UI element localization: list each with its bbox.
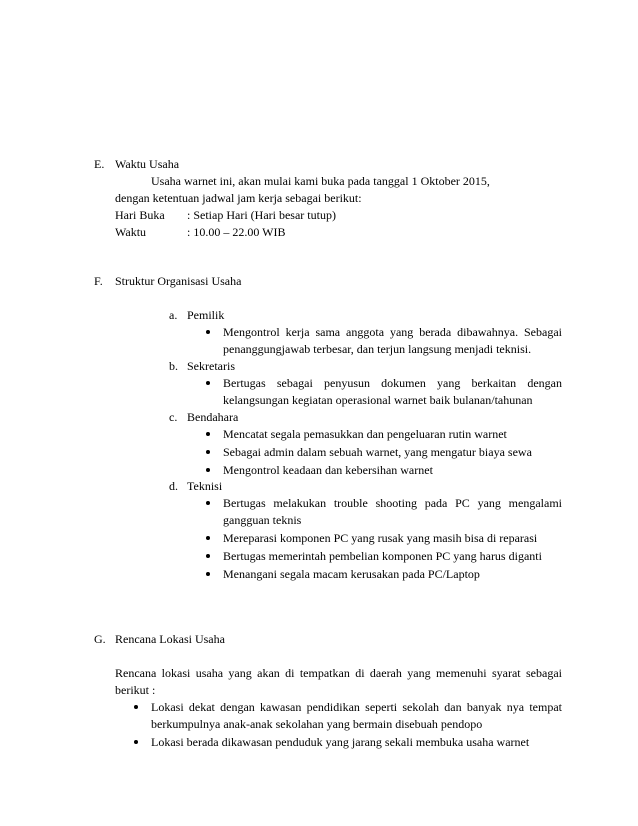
bullet-icon <box>206 468 210 472</box>
role-item-line: Bertugas melakukan trouble shooting pada PC yang mengalami <box>223 496 562 510</box>
bullet-icon <box>206 572 210 576</box>
section-f-letter: F. <box>94 274 103 288</box>
role-letter: c. <box>169 410 178 424</box>
role-item-line: Mengontrol keadaan dan kebersihan warnet <box>223 463 433 477</box>
role-letter: a. <box>169 308 178 322</box>
section-g-letter: G. <box>94 632 106 646</box>
role-item-line: Mencatat segala pemasukkan dan pengeluaran rutin warnet <box>223 427 507 441</box>
bullet-icon <box>206 501 210 505</box>
location-item-line: Lokasi berada dikawasan penduduk yang jarang sekali membuka usaha warnet <box>151 735 530 749</box>
role-title: Teknisi <box>187 479 223 493</box>
location-item-line: Lokasi dekat dengan kawasan pendidikan seperti sekolah dan banyak nya tempat <box>151 700 562 714</box>
role-item-line: Bertugas memerintah pembelian komponen PC yang harus diganti <box>223 549 542 563</box>
bullet-icon <box>206 554 210 558</box>
role-item-line: Bertugas sebagai penyusun dokumen yang berkaitan dengan <box>223 376 562 390</box>
bullet-icon <box>134 705 138 709</box>
section-g-intro-line: berikut : <box>115 683 156 697</box>
section-g-heading: Rencana Lokasi Usaha <box>115 632 225 646</box>
role-title: Pemilik <box>187 308 225 322</box>
role-title: Sekretaris <box>187 359 235 373</box>
bullet-icon <box>206 381 210 385</box>
role-item-line: gangguan teknis <box>223 513 302 527</box>
section-f-heading: Struktur Organisasi Usaha <box>115 274 242 288</box>
bullet-icon <box>206 330 210 334</box>
schedule-label: Waktu <box>115 225 147 239</box>
section-g-intro-line: Rencana lokasi usaha yang akan di tempatkan di daerah yang memenuhi syarat sebagai <box>115 666 562 680</box>
role-item-line: Mereparasi komponen PC yang rusak yang masih bisa di reparasi <box>223 531 538 545</box>
schedule-label: Hari Buka <box>115 208 165 222</box>
section-e-letter: E. <box>94 157 105 171</box>
section-e-paragraph-line: dengan ketentuan jadwal jam kerja sebagai berikut: <box>115 191 362 205</box>
role-title: Bendahara <box>187 410 239 424</box>
bullet-icon <box>134 740 138 744</box>
bullet-icon <box>206 432 210 436</box>
role-letter: d. <box>169 479 178 493</box>
schedule-value: : Setiap Hari (Hari besar tutup) <box>187 208 336 222</box>
section-e-heading: Waktu Usaha <box>115 157 180 171</box>
bullet-icon <box>206 450 210 454</box>
bullet-icon <box>206 536 210 540</box>
location-item-line: berkumpulnya anak-anak sekolahan yang bermain disebuah pendopo <box>151 717 483 731</box>
role-item-line: Menangani segala macam kerusakan pada PC/Laptop <box>223 567 480 581</box>
role-item-line: Sebagai admin dalam sebuah warnet, yang mengatur biaya sewa <box>223 445 532 459</box>
schedule-value: : 10.00 – 22.00 WIB <box>187 225 286 239</box>
section-e-paragraph-line: Usaha warnet ini, akan mulai kami buka pada tanggal 1 Oktober 2015, <box>151 174 490 188</box>
role-item-line: kelangsungan kegiatan operasional warnet baik bulanan/tahunan <box>223 393 533 407</box>
role-letter: b. <box>169 359 178 373</box>
role-item-line: Mengontrol kerja sama anggota yang berada dibawahnya. Sebagai <box>223 325 562 339</box>
role-item-line: penanggungjawab terbesar, dan terjun langsung menjadi teknisi. <box>223 342 532 356</box>
